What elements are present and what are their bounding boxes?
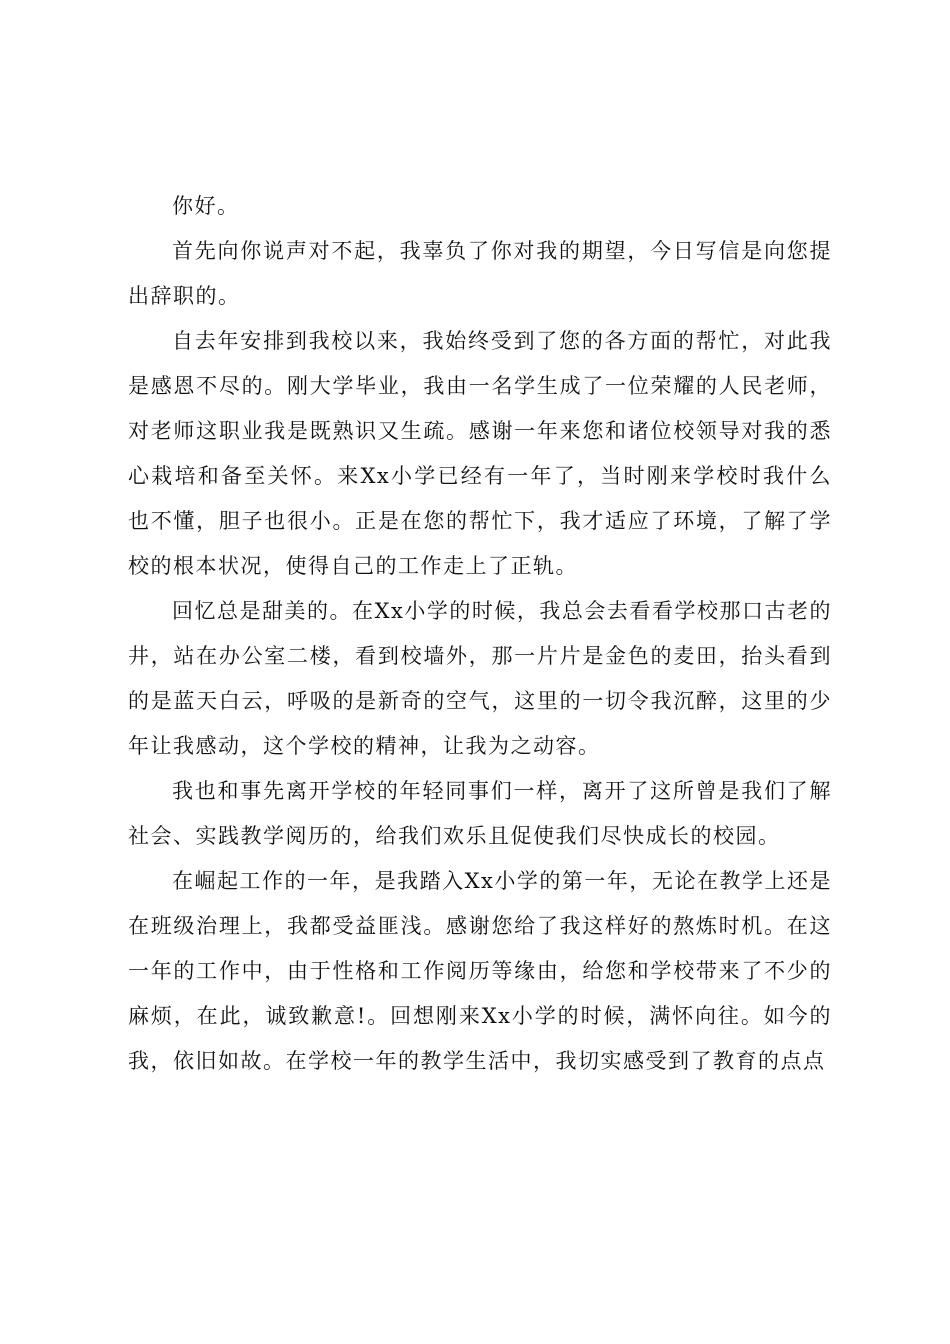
- letter-body: [128, 184, 832, 1084]
- paragraph-greeting: 你好。: [172, 194, 240, 218]
- paragraph-gratitude: 自去年安排到我校以来，我始终受到了您的各方面的帮忙，对此我是感恩不尽的。刚大学毕业，我由一名学生成了一位荣耀的人民老师，对老师这职业我是既熟识又生疏。感谢一年来您和诸位校领导对我的悉心栽培和备至关怀。来Xx小学已经有一年了，当时刚来学校时我什么也不懂，胆子也很小。正是在您的帮忙下，我才适应了环境，了解了学校的根本状况，使得自己的工作走上了正轨。: [128, 329, 832, 578]
- paragraph-apology: 首先向你说声对不起，我辜负了你对我的期望，今日写信是向您提出辞职的。: [128, 239, 832, 308]
- paragraph-leaving: 我也和事先离开学校的年轻同事们一样，离开了这所曾是我们了解社会、实践教学阅历的，给我们欢乐且促使我们尽快成长的校园。: [128, 779, 832, 848]
- paragraph-reflection: 在崛起工作的一年，是我踏入Xx小学的第一年，无论在教学上还是在班级治理上，我都受益匪浅。感谢您给了我这样好的熬炼时机。在这一年的工作中，由于性格和工作阅历等缘由，给您和学校带来了不少的麻烦，在此，诚致歉意!。回想刚来Xx小学的时候，满怀向往。如今的我，依旧如故。在学校一年的教学生活中，我切实感受到了教育的点点: [128, 869, 832, 1073]
- paragraph-memories: 回忆总是甜美的。在Xx小学的时候，我总会去看看学校那口古老的井，站在办公室二楼，看到校墙外，那一片片是金色的麦田，抬头看到的是蓝天白云，呼吸的是新奇的空气，这里的一切令我沉醉，这里的少年让我感动，这个学校的精神，让我为之动容。: [128, 599, 832, 758]
